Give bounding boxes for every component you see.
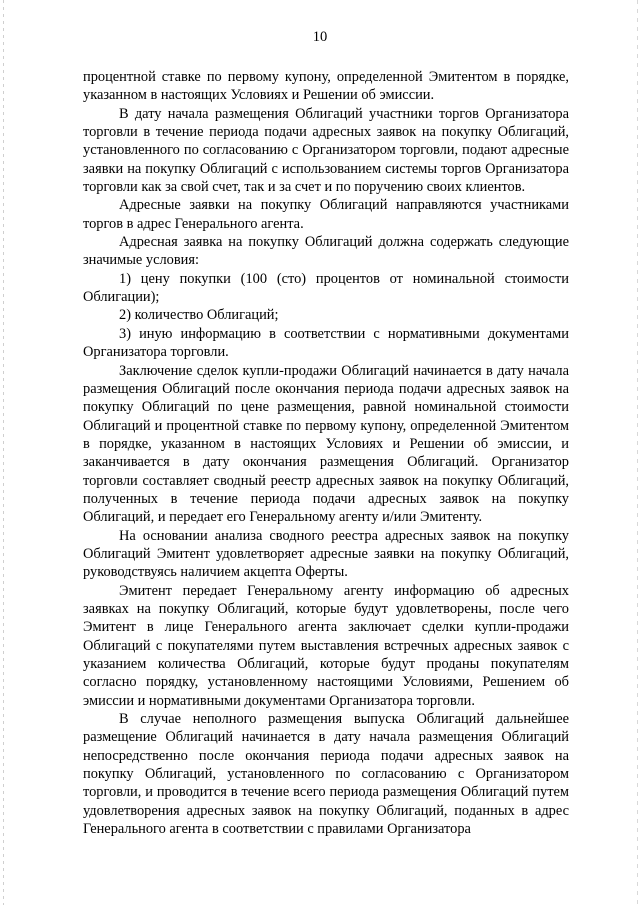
page-edge-left xyxy=(3,0,4,905)
paragraph: На основании анализа сводного реестра адресных заявок на покупку Облигаций Эмитент удовлетворяет адресные заявки на покупку Облигаций, руководствуясь наличием акцепта Оферты. xyxy=(83,527,569,581)
paragraph: Заключение сделок купли-продажи Облигаций начинается в дату начала размещения Облигаций после окончания периода подачи адресных заявок на покупку Облигаций по цене размещения, равной номинальной стоимости Облигаций и процентной ставке по первому купону, определенной Эмитентом в порядке, указанном в настоящих Условиях и Решении об эмиссии, и заканчивается в дату окончания размещения Облигаций. Организатор торговли составляет сводный реестр адресных заявок на покупку Облигаций, полученных в течение периода подачи адресных заявок на покупку Облигаций, и передает его Генеральному агенту и/или Эмитенту. xyxy=(83,362,569,526)
document-body xyxy=(83,68,569,838)
paragraph: Адресная заявка на покупку Облигаций должна содержать следующие значимые условия: xyxy=(83,234,569,269)
page-edge-right xyxy=(637,0,638,905)
list-item: 2) количество Облигаций; xyxy=(119,307,279,324)
paragraph: процентной ставке по первому купону, определенной Эмитентом в порядке, указанном в настоящих Условиях и Решении об эмиссии. xyxy=(83,69,569,104)
list-item: 3) иную информацию в соответствии с нормативными документами Организатора торговли. xyxy=(83,325,569,361)
paragraph: В дату начала размещения Облигаций участники торгов Организатора торговли в течение периода подачи адресных заявок на покупку Облигаций, установленного по согласованию с Организатором торговли, подают адресные заявки на покупку Облигаций с использованием системы торгов Организатора торговли как за свой счет, так и за счет и по поручению своих клиентов. xyxy=(83,105,569,196)
paragraph: В случае неполного размещения выпуска Облигаций дальнейшее размещение Облигаций начинается в дату начала размещения Облигаций непосредственно после окончания периода подачи адресных заявок на покупку Облигаций, установленного по согласованию с Организатором торговли, и проводится в течение всего периода размещения Облигаций путем удовлетворения адресных заявок на покупку Облигаций, поданных в адрес Генерального агента в соответствии с правилами Организатора xyxy=(83,711,569,838)
page-number: 10 xyxy=(312,29,328,45)
list-item: 1) цену покупки (100 (сто) процентов от номинальной стоимости Облигации); xyxy=(83,270,569,306)
paragraph: Адресные заявки на покупку Облигаций направляются участниками торгов в адрес Генерального агента. xyxy=(83,197,569,232)
paragraph: Эмитент передает Генеральному агенту информацию об адресных заявках на покупку Облигаций, которые будут удовлетворены, после чего Эмитент в лице Генерального агента заключает сделки купли-продажи Облигаций с покупателями путем выставления встречных адресных заявок с указанием количества Облигаций, которые будут проданы покупателям согласно порядку, установленному настоящими Условиями, Решением об эмиссии и нормативными документами Организатора торговли. xyxy=(83,582,569,709)
